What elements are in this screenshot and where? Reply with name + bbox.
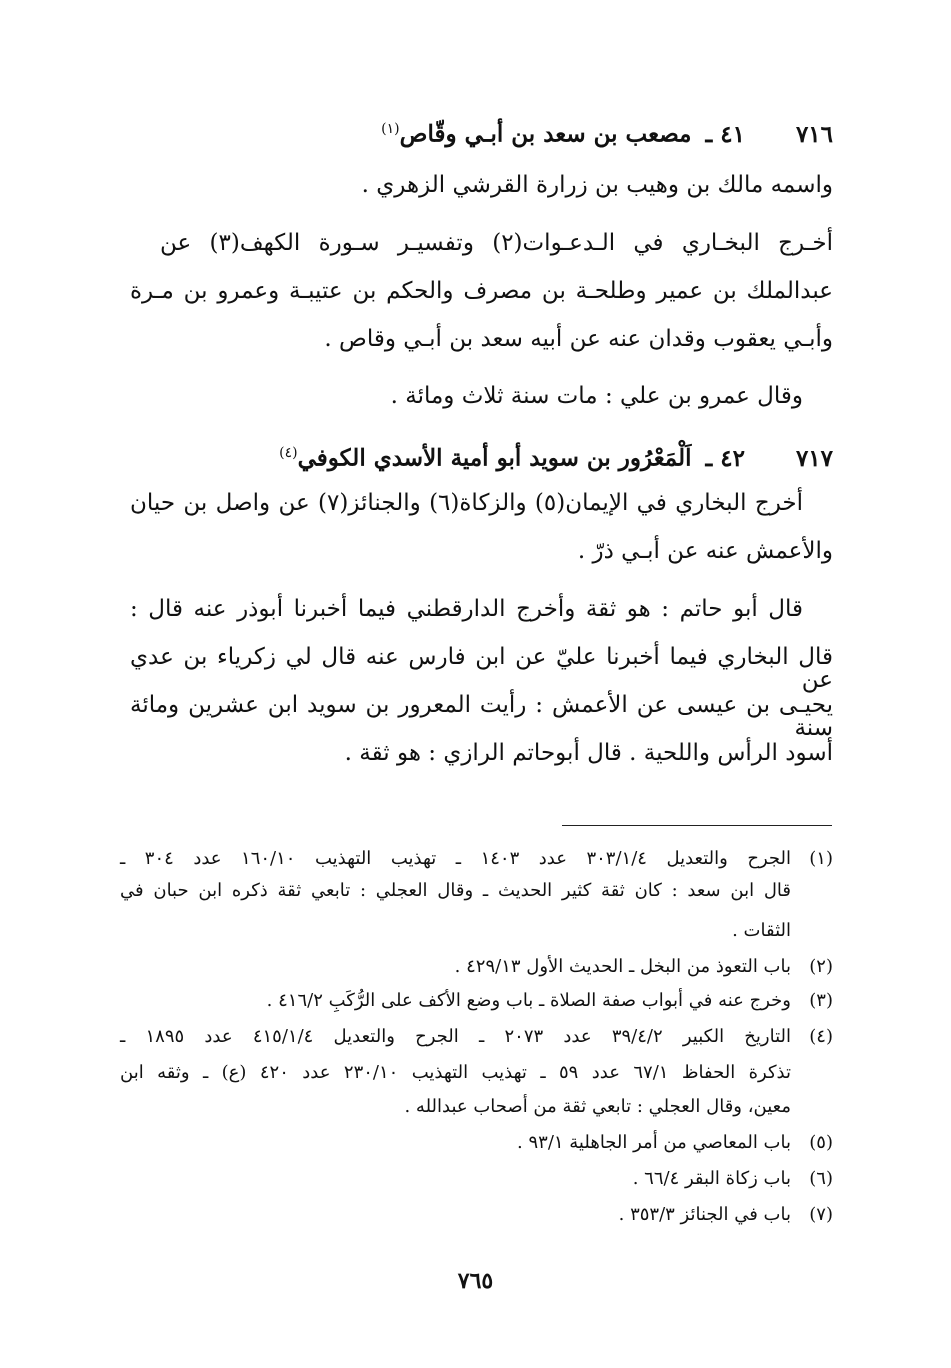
entry-sequence: ٤٢ ـ: [705, 444, 745, 472]
footnote-number: (١): [809, 848, 833, 869]
footnote-text: باب زكاة البقر ٦٦/٤ .: [632, 1168, 791, 1189]
footnote-number: (٣): [809, 990, 833, 1011]
entry-name: مصعب بن سعد بن أبـي وقّاص: [399, 120, 692, 148]
text-line: عبدالملك بن عمير وطلحـة بن مصرف والحكم بن عتيبـة وعمرو بن مـرة: [130, 278, 833, 304]
footnote-text: التاريخ الكبير ٣٩/٤/٢ عدد ٢٠٧٣ ـ الجرح والتعديل ٤١٥/١/٤ عدد ١٨٩٥ ـ: [120, 1026, 792, 1047]
footnote-number: (٧): [809, 1204, 833, 1225]
footnote-number: (٥): [809, 1132, 833, 1153]
text-line: يحيـى بن عيسى عن الأعمش : رأيت المعرور بن سويد ابن عشرين ومائة سنة: [130, 692, 833, 741]
footnote-text: باب المعاصي من أمر الجاهلية ٩٣/١ .: [517, 1132, 791, 1153]
entry-sequence: ٤١ ـ: [705, 120, 745, 148]
footnote-text: باب التعوذ من البخل ـ الحديث الأول ٤٢٩/١٣ .: [454, 956, 791, 977]
text-line: أخرج البخاري في الإيمان(٥) والزكاة(٦) والجنائز(٧) عن واصل بن حيان: [130, 490, 803, 516]
footnote-text: وخرج عنه في أبواب صفة الصلاة ـ باب وضع الأكف على الرُّكَبِ ٤١٦/٢ .: [266, 990, 791, 1011]
footnote-ref: (١): [381, 121, 400, 137]
footnote-text: باب في الجنائز ٣٥٣/٣ .: [618, 1204, 791, 1225]
footnote-text: قال ابن سعد : كان ثقة كثير الحديث ـ وقال العجلي : تابعي ثقة ذكره ابن حبان في: [120, 880, 791, 901]
text-line: أسود الرأس واللحية . قال أبوحاتم الرازي : هو ثقة .: [344, 740, 833, 766]
entry-number: ٧١٧: [795, 444, 833, 472]
page-number: ٧٦٥: [457, 1268, 494, 1294]
text-line: وقال عمرو بن علي : مات سنة ثلاث ومائة .: [390, 383, 803, 409]
footnote-number: (٤): [809, 1026, 833, 1047]
text-line: والأعمش عنه عن أبـي ذرّ .: [577, 538, 833, 564]
text-line: قال أبو حاتم : هو ثقة وأخرج الدارقطني فيما أخبرنا أبوذر عنه قال :: [130, 596, 803, 622]
footnote-text: معين، وقال العجلي : تابعي ثقة من أصحاب عبدالله .: [404, 1096, 791, 1117]
text-line: أخـرج البخـاري في الـدعـوات(٢) وتفسيـر سـورة الكهف(٣) عن: [160, 230, 834, 256]
footnote-number: (٦): [809, 1168, 833, 1189]
entry-name: اَلْمَعْرُور بن سويد أبو أمية الأسدي الكوفي: [297, 444, 692, 472]
footnotes: [120, 0, 833, 1260]
footnote-ref: (٤): [279, 445, 298, 461]
text-line: واسمه مالك بن وهيب بن زرارة القرشي الزهري .: [361, 172, 833, 198]
footnote-text: تذكرة الحفاظ ٦٧/١ عدد ٥٩ ـ تهذيب التهذيب ٢٣٠/١٠ عدد ٤٢٠ (ع) ـ وثقه ابن: [120, 1062, 791, 1083]
text-line: وأبـي يعقوب وقدان عنه عن أبيه سعد بن أبـي وقاص .: [324, 326, 833, 352]
footnote-number: (٢): [809, 956, 833, 977]
entry-number: ٧١٦: [795, 120, 833, 148]
footnote-text: الجرح والتعديل ٣٠٣/١/٤ عدد ١٤٠٣ ـ تهذيب التهذيب ١٦٠/١٠ عدد ٣٠٤ ـ: [120, 848, 791, 869]
footnote-text: الثقات .: [732, 920, 791, 941]
text-line: قال البخاري فيما أخبرنا عليّ عن ابن فارس عنه قال لي زكرياء بن عدي عن: [130, 644, 833, 693]
